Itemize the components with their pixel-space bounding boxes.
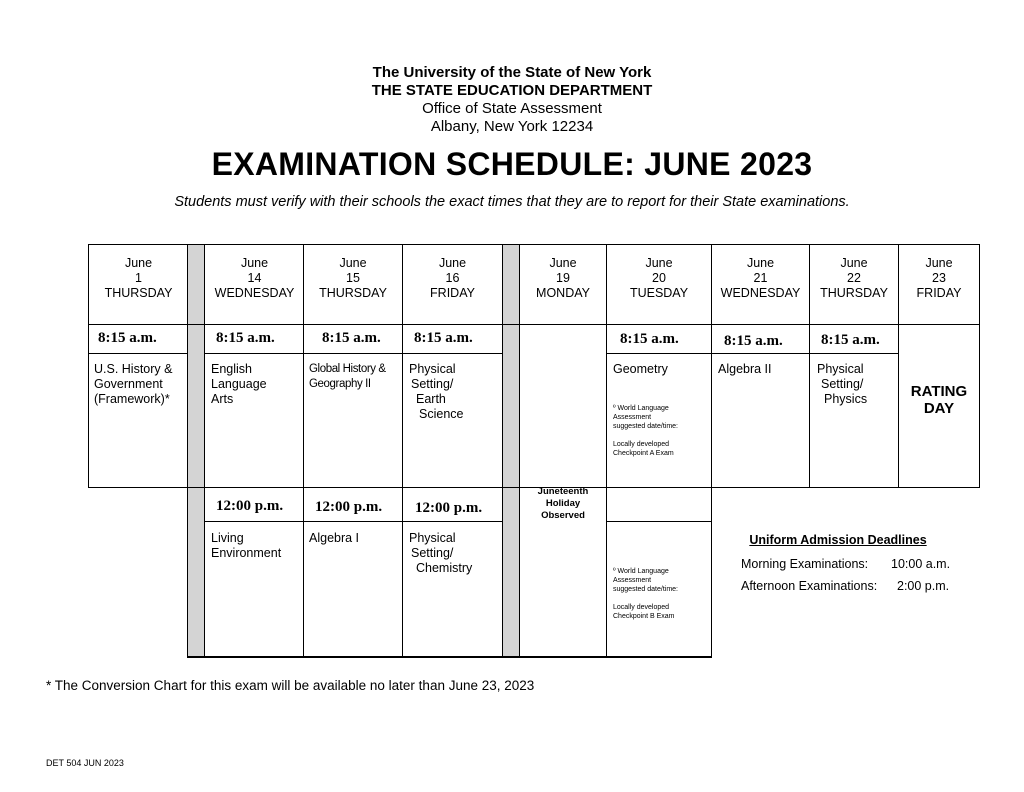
morning-time: 8:15 a.m. [821,332,880,348]
rating-day: RATING DAY [910,383,968,417]
grid-line [711,244,712,657]
morning-time: 8:15 a.m. [98,330,157,346]
day-header-jun15: June 15 THURSDAY [319,256,387,300]
morning-time: 8:15 a.m. [724,333,783,349]
week-separator [187,244,205,657]
university-name: The University of the State of New York [372,64,652,81]
day-header-jun21: June 21 WEDNESDAY [720,256,801,300]
grid-line [606,244,607,657]
exam-physics: Physical Setting/ Physics [817,362,868,406]
day-header-jun16: June 16 FRIDAY [430,256,475,300]
morning-time: 8:15 a.m. [414,330,473,346]
grid-line [979,244,980,488]
footnote: * The Conversion Chart for this exam will be available no later than June 23, 2023 [46,678,535,693]
exam-algebra-ii: Algebra II [718,362,772,376]
checkpoint-a-note: º World Language Assessment suggested date/time: Locally developed Checkpoint A Exam [613,405,678,457]
grid-line [88,324,980,325]
grid-line [303,244,304,657]
afternoon-time: 12:00 p.m. [415,500,483,516]
morning-deadline-time: 10:00 a.m. [891,557,951,571]
grid-line [205,521,503,522]
exam-chemistry: Physical Setting/ Chemistry [409,531,473,575]
page-title: EXAMINATION SCHEDULE: JUNE 2023 [211,146,813,182]
juneteenth-holiday: Juneteenth Holiday Observed [537,486,589,521]
office-address: Albany, New York 12234 [430,118,594,135]
checkpoint-b-note: º World Language Assessment suggested date/time: Locally developed Checkpoint B Exam [613,568,678,620]
day-header-jun14: June 14 WEDNESDAY [214,256,295,300]
document-code: DET 504 JUN 2023 [46,758,124,768]
grid-line [205,353,503,354]
afternoon-deadline-label: Afternoon Examinations: [741,579,878,593]
grid-line [606,353,899,354]
exam-living-environment: Living Environment [211,531,282,560]
exam-english: English Language Arts [211,362,267,406]
day-header-jun19: June 19 MONDAY [536,256,590,300]
exam-earth-science: Physical Setting/ Earth Science [409,362,464,421]
morning-time: 8:15 a.m. [620,331,679,347]
morning-time: 8:15 a.m. [216,330,275,346]
grid-line [187,656,712,658]
exam-us-history: U.S. History & Government (Framework)* [94,362,173,406]
afternoon-time: 12:00 p.m. [315,499,383,515]
grid-line [88,244,980,245]
grid-line [88,353,188,354]
morning-deadline-label: Morning Examinations: [741,557,869,571]
grid-line [606,521,712,522]
exam-global-history: Global History & Geography II [309,363,386,390]
day-header-jun20: June 20 TUESDAY [629,256,689,300]
day-header-jun22: June 22 THURSDAY [820,256,888,300]
morning-time: 8:15 a.m. [322,330,381,346]
page-subtitle: Students must verify with their schools the exact times that they are to report for their State examinations. [174,194,850,210]
grid-line [402,244,403,657]
department-name: THE STATE EDUCATION DEPARTMENT [371,82,653,99]
office-name: Office of State Assessment [422,100,602,117]
week-separator [502,244,520,657]
exam-geometry: Geometry [613,362,668,376]
admission-title: Uniform Admission Deadlines [749,533,927,547]
afternoon-deadline-time: 2:00 p.m. [897,579,950,593]
day-header-jun23: June 23 FRIDAY [916,256,962,300]
afternoon-time: 12:00 p.m. [216,498,284,514]
day-header-jun1: June 1 THURSDAY [104,256,173,300]
exam-algebra-i: Algebra I [309,531,360,545]
